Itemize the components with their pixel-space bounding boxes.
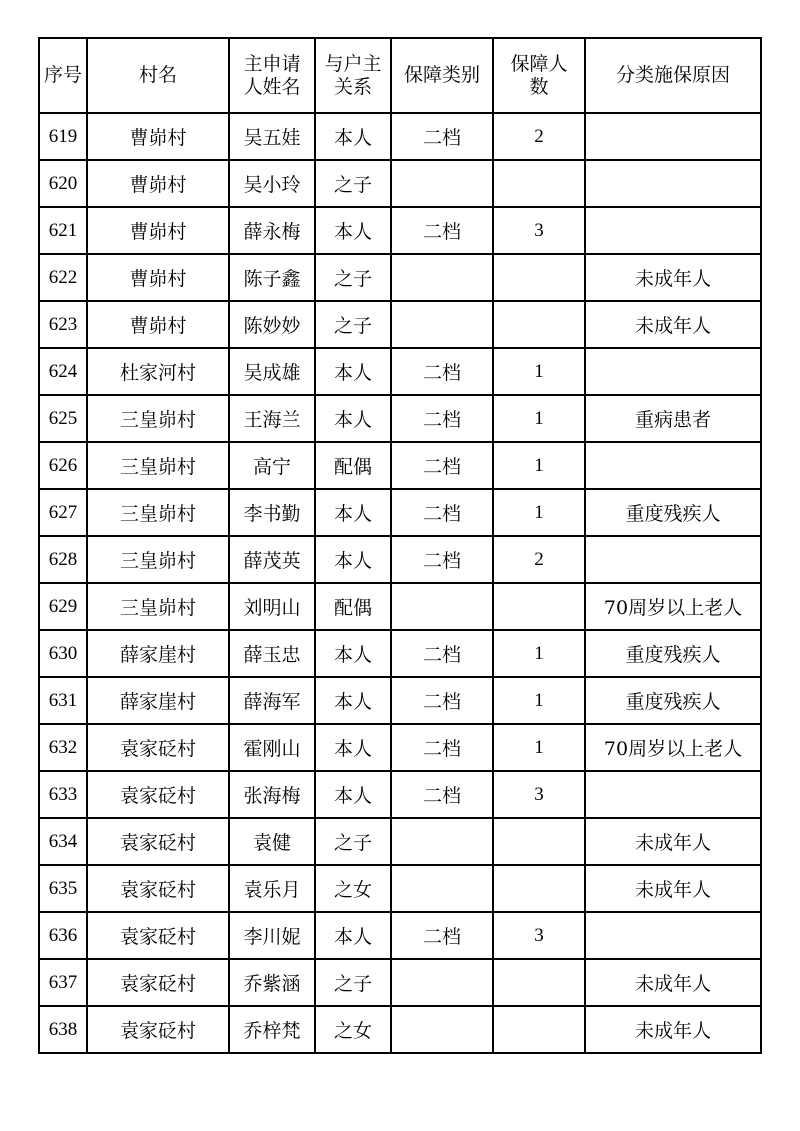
- applicant-name-cell: 乔紫涵: [229, 959, 315, 1006]
- relation-cell: 本人: [315, 771, 391, 818]
- relation-cell: 之子: [315, 818, 391, 865]
- assistance-type-cell: 二档: [391, 113, 493, 160]
- table-row: [39, 583, 761, 630]
- header-relation: [315, 38, 391, 113]
- reason-cell: 70周岁以上老人: [585, 583, 761, 630]
- table-row: [39, 724, 761, 771]
- applicant-name-cell: 陈妙妙: [229, 301, 315, 348]
- applicant-name-cell: 薛海军: [229, 677, 315, 724]
- village-cell: 三皇峁村: [87, 489, 229, 536]
- village-cell: 曹峁村: [87, 113, 229, 160]
- table-row: [39, 536, 761, 583]
- relation-cell: 之子: [315, 254, 391, 301]
- village-cell: 薛家崖村: [87, 630, 229, 677]
- reason-cell: 未成年人: [585, 301, 761, 348]
- table-row: [39, 113, 761, 160]
- reason-cell: [585, 160, 761, 207]
- table-row: [39, 489, 761, 536]
- assistance-type-cell: 二档: [391, 489, 493, 536]
- reason-cell: [585, 207, 761, 254]
- header-reason: [585, 38, 761, 113]
- table-row: [39, 677, 761, 724]
- table-row: [39, 818, 761, 865]
- header-count-line2: 数: [529, 75, 549, 98]
- assistance-type-cell: 二档: [391, 395, 493, 442]
- assisted-count-cell: [493, 254, 585, 301]
- relation-cell: 配偶: [315, 583, 391, 630]
- table-row: [39, 1006, 761, 1053]
- applicant-name-cell: 袁健: [229, 818, 315, 865]
- header-relation-line1: 与户主: [324, 52, 382, 75]
- table-row: [39, 254, 761, 301]
- village-cell: 三皇峁村: [87, 395, 229, 442]
- assistance-type-cell: [391, 301, 493, 348]
- applicant-name-cell: 霍刚山: [229, 724, 315, 771]
- applicant-name-cell: 吴小玲: [229, 160, 315, 207]
- applicant-name-cell: 刘明山: [229, 583, 315, 630]
- table-row: [39, 207, 761, 254]
- applicant-name-cell: 高宁: [229, 442, 315, 489]
- assistance-roster-table: [38, 37, 762, 1054]
- relation-cell: 本人: [315, 912, 391, 959]
- assisted-count-cell: 1: [493, 442, 585, 489]
- serial-number-cell: 634: [39, 818, 87, 865]
- serial-number-cell: 621: [39, 207, 87, 254]
- serial-number-cell: 633: [39, 771, 87, 818]
- village-cell: 曹峁村: [87, 254, 229, 301]
- assisted-count-cell: 2: [493, 536, 585, 583]
- reason-cell: [585, 348, 761, 395]
- serial-number-cell: 636: [39, 912, 87, 959]
- table-header: [39, 38, 761, 113]
- village-cell: 袁家砭村: [87, 771, 229, 818]
- assisted-count-cell: 1: [493, 395, 585, 442]
- assistance-type-cell: [391, 254, 493, 301]
- serial-number-cell: 626: [39, 442, 87, 489]
- table-row: [39, 442, 761, 489]
- assistance-type-cell: [391, 865, 493, 912]
- relation-cell: 本人: [315, 113, 391, 160]
- reason-cell: 未成年人: [585, 254, 761, 301]
- serial-number-cell: 619: [39, 113, 87, 160]
- assisted-count-cell: 1: [493, 348, 585, 395]
- serial-number-cell: 627: [39, 489, 87, 536]
- assistance-type-cell: [391, 583, 493, 630]
- header-row: [39, 38, 761, 113]
- header-serial-number: [39, 38, 87, 113]
- assistance-type-cell: [391, 160, 493, 207]
- table-row: [39, 301, 761, 348]
- header-assisted-count: [493, 38, 585, 113]
- serial-number-cell: 628: [39, 536, 87, 583]
- relation-cell: 本人: [315, 630, 391, 677]
- reason-cell: [585, 113, 761, 160]
- applicant-name-cell: 吴成雄: [229, 348, 315, 395]
- header-applicant-line1: 主申请: [243, 52, 301, 75]
- assisted-count-cell: 1: [493, 630, 585, 677]
- header-count-line1: 保障人: [510, 52, 568, 75]
- assisted-count-cell: [493, 160, 585, 207]
- table-body: [39, 113, 761, 1053]
- applicant-name-cell: 袁乐月: [229, 865, 315, 912]
- assistance-type-cell: 二档: [391, 348, 493, 395]
- relation-cell: 本人: [315, 348, 391, 395]
- relation-cell: 本人: [315, 207, 391, 254]
- village-cell: 曹峁村: [87, 160, 229, 207]
- village-cell: 袁家砭村: [87, 959, 229, 1006]
- applicant-name-cell: 陈子鑫: [229, 254, 315, 301]
- assisted-count-cell: [493, 959, 585, 1006]
- table-row: [39, 348, 761, 395]
- reason-cell: 重度残疾人: [585, 677, 761, 724]
- village-cell: 曹峁村: [87, 207, 229, 254]
- reason-cell: [585, 771, 761, 818]
- village-cell: 袁家砭村: [87, 818, 229, 865]
- village-cell: 袁家砭村: [87, 1006, 229, 1053]
- serial-number-cell: 638: [39, 1006, 87, 1053]
- header-applicant: [229, 38, 315, 113]
- applicant-name-cell: 乔梓梵: [229, 1006, 315, 1053]
- serial-number-cell: 622: [39, 254, 87, 301]
- reason-cell: [585, 912, 761, 959]
- relation-cell: 本人: [315, 395, 391, 442]
- applicant-name-cell: 王海兰: [229, 395, 315, 442]
- applicant-name-cell: 吴五娃: [229, 113, 315, 160]
- village-cell: 三皇峁村: [87, 583, 229, 630]
- serial-number-cell: 632: [39, 724, 87, 771]
- serial-number-cell: 630: [39, 630, 87, 677]
- assisted-count-cell: 1: [493, 724, 585, 771]
- assistance-type-cell: 二档: [391, 771, 493, 818]
- reason-cell: 70周岁以上老人: [585, 724, 761, 771]
- village-cell: 杜家河村: [87, 348, 229, 395]
- reason-cell: 重病患者: [585, 395, 761, 442]
- applicant-name-cell: 张海梅: [229, 771, 315, 818]
- village-cell: 三皇峁村: [87, 536, 229, 583]
- assisted-count-cell: [493, 1006, 585, 1053]
- assistance-type-cell: 二档: [391, 442, 493, 489]
- table-row: [39, 160, 761, 207]
- header-assistance-type: [391, 38, 493, 113]
- assisted-count-cell: [493, 865, 585, 912]
- table-row: [39, 959, 761, 1006]
- header-assistance-type-text: 保障类别: [403, 64, 480, 86]
- serial-number-cell: 625: [39, 395, 87, 442]
- relation-cell: 本人: [315, 677, 391, 724]
- assisted-count-cell: [493, 818, 585, 865]
- relation-cell: 本人: [315, 724, 391, 771]
- village-cell: 三皇峁村: [87, 442, 229, 489]
- assistance-type-cell: 二档: [391, 630, 493, 677]
- serial-number-cell: 631: [39, 677, 87, 724]
- reason-cell: 重度残疾人: [585, 489, 761, 536]
- assistance-type-cell: [391, 1006, 493, 1053]
- village-cell: 袁家砭村: [87, 865, 229, 912]
- assisted-count-cell: 3: [493, 771, 585, 818]
- applicant-name-cell: 薛茂英: [229, 536, 315, 583]
- reason-cell: [585, 442, 761, 489]
- village-cell: 薛家崖村: [87, 677, 229, 724]
- header-applicant-line2: 人姓名: [243, 75, 301, 98]
- assistance-type-cell: 二档: [391, 912, 493, 959]
- village-cell: 袁家砭村: [87, 724, 229, 771]
- village-cell: 曹峁村: [87, 301, 229, 348]
- serial-number-cell: 635: [39, 865, 87, 912]
- assisted-count-cell: 1: [493, 677, 585, 724]
- assistance-type-cell: 二档: [391, 207, 493, 254]
- applicant-name-cell: 李川妮: [229, 912, 315, 959]
- relation-cell: 本人: [315, 489, 391, 536]
- assisted-count-cell: 3: [493, 912, 585, 959]
- reason-cell: 未成年人: [585, 865, 761, 912]
- assistance-type-cell: 二档: [391, 724, 493, 771]
- reason-cell: [585, 536, 761, 583]
- header-village-text: 村名: [138, 64, 177, 86]
- table-row: [39, 630, 761, 677]
- relation-cell: 之子: [315, 301, 391, 348]
- reason-cell: 未成年人: [585, 959, 761, 1006]
- header-village: [87, 38, 229, 113]
- serial-number-cell: 629: [39, 583, 87, 630]
- relation-cell: 之女: [315, 865, 391, 912]
- reason-cell: 未成年人: [585, 818, 761, 865]
- applicant-name-cell: 李书勤: [229, 489, 315, 536]
- assisted-count-cell: 1: [493, 489, 585, 536]
- table-row: [39, 395, 761, 442]
- relation-cell: 之子: [315, 959, 391, 1006]
- assistance-type-cell: 二档: [391, 536, 493, 583]
- relation-cell: 配偶: [315, 442, 391, 489]
- relation-cell: 本人: [315, 536, 391, 583]
- serial-number-cell: 623: [39, 301, 87, 348]
- applicant-name-cell: 薛玉忠: [229, 630, 315, 677]
- serial-number-cell: 637: [39, 959, 87, 1006]
- header-serial-number-text: 序号: [43, 64, 82, 86]
- assisted-count-cell: 2: [493, 113, 585, 160]
- assisted-count-cell: [493, 301, 585, 348]
- serial-number-cell: 624: [39, 348, 87, 395]
- assisted-count-cell: [493, 583, 585, 630]
- reason-cell: 重度残疾人: [585, 630, 761, 677]
- village-cell: 袁家砭村: [87, 912, 229, 959]
- header-relation-line2: 关系: [333, 75, 372, 98]
- table-row: [39, 865, 761, 912]
- serial-number-cell: 620: [39, 160, 87, 207]
- reason-cell: 未成年人: [585, 1006, 761, 1053]
- table-row: [39, 771, 761, 818]
- relation-cell: 之子: [315, 160, 391, 207]
- assistance-type-cell: [391, 818, 493, 865]
- header-reason-text: 分类施保原因: [615, 64, 730, 86]
- assisted-count-cell: 3: [493, 207, 585, 254]
- assistance-type-cell: 二档: [391, 677, 493, 724]
- applicant-name-cell: 薛永梅: [229, 207, 315, 254]
- assistance-type-cell: [391, 959, 493, 1006]
- table-row: [39, 912, 761, 959]
- relation-cell: 之女: [315, 1006, 391, 1053]
